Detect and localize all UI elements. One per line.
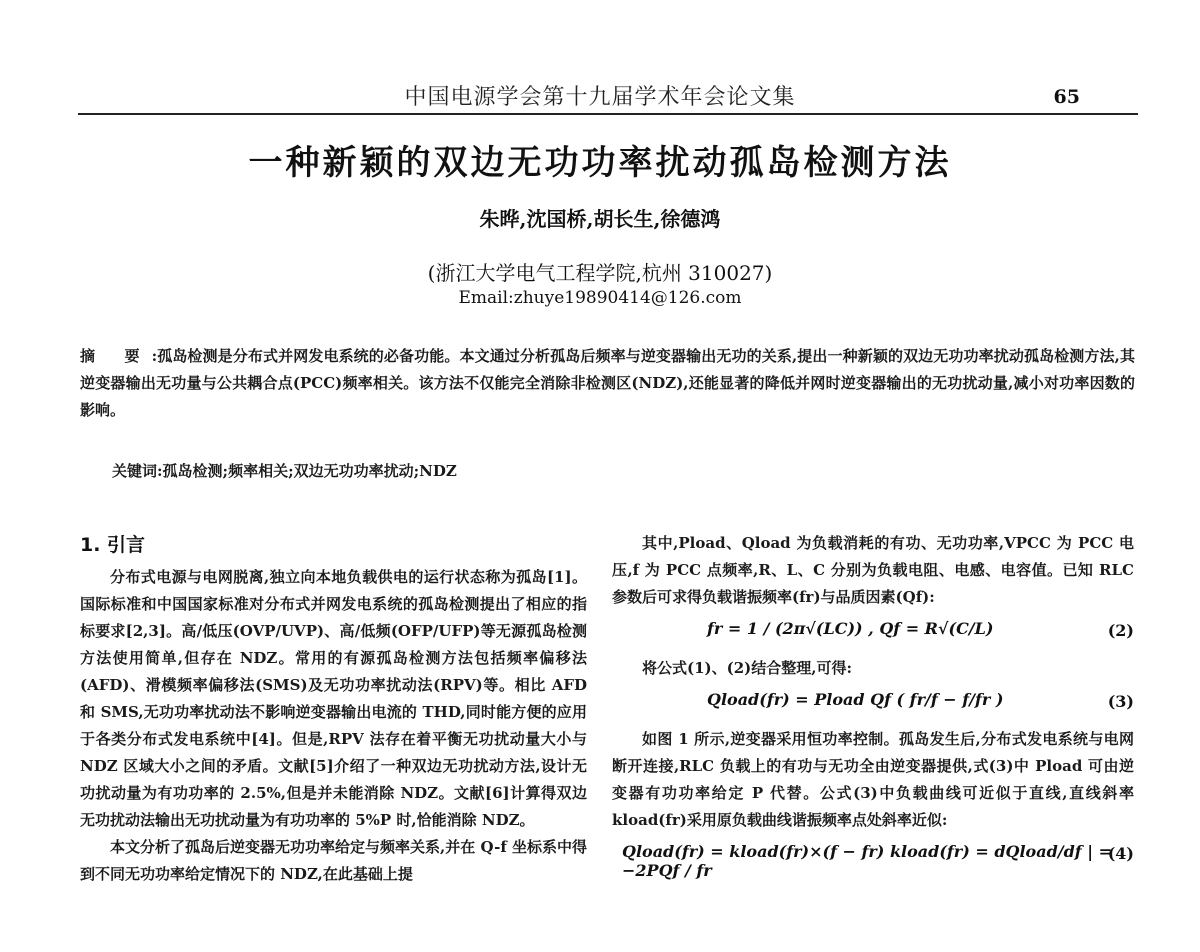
paper-email: Email:zhuye19890414@126.com bbox=[458, 288, 742, 308]
equation-2-body: fr = 1 / (2π√(LC)) , Qf = R√(C/L) bbox=[707, 619, 994, 638]
header-rule bbox=[78, 113, 1138, 115]
equation-4-number: (4) bbox=[1107, 844, 1134, 863]
equation-4 bbox=[612, 834, 1134, 878]
equation-3-body: Qload(fr) = Pload Qf ( fr/f − f/fr ) bbox=[707, 690, 1004, 709]
keywords-text: :孤岛检测;频率相关;双边无功功率扰动;NDZ bbox=[157, 462, 457, 480]
equation-4-body: Qload(fr) = kload(fr)×(f − fr) kload(fr) = dQload/df | = −2PQf / fr bbox=[622, 842, 1113, 880]
intro-paragraph-1: 分布式电源与电网脱离,独立向本地负载供电的运行状态称为孤岛[1]。国际标准和中国国家标准对分布式并网发电系统的孤岛检测提出了相应的指标要求[2,3]。高/低压(OVP/UVP)、高/低频(OFP/UFP)等无源孤岛检测方法使用简单,但存在 NDZ。常用的有源孤岛检测方法包括频率偏移法(AFD)、滑模频率偏移法(SMS)及无功功率扰动法(RPV)等。相比 AFD 和 SMS,无功功率扰动法不影响逆变器输出电流的 THD,同时能方便的应用于各类分布式发电系统中[4]。但是,RPV 法存在着平衡无功扰动量大小与 NDZ 区域大小之间的矛盾。文献[5]介绍了一种双边无功扰动方法,设计无功扰动量为有功功率的 2.5%,但是并未能消除 NDZ。文献[6]计算得双边无功扰动法输出无功扰动量为有功功率的 5%P 时,恰能消除 NDZ。 bbox=[80, 568, 587, 829]
right-paragraph-1: 其中,Pload、Qload 为负载消耗的有功、无功功率,VPCC 为 PCC 电压,f 为 PCC 点频率,R、L、C 分别为负载电阻、电感、电容值。已知 RLC 参数后可求得负载谐振频率(fr)与品质因素(Qf): bbox=[612, 534, 1134, 606]
page-number: 65 bbox=[1053, 86, 1080, 108]
equation-2-number: (2) bbox=[1107, 621, 1134, 640]
abstract-label: 摘 要 bbox=[80, 347, 152, 365]
journal-header-title: 中国电源学会第十九届学术年会论文集 bbox=[404, 85, 796, 110]
equation-2 bbox=[612, 611, 1134, 655]
keywords-label: 关键词 bbox=[112, 462, 158, 480]
left-column bbox=[80, 530, 587, 888]
equation-3 bbox=[612, 682, 1134, 726]
right-paragraph-2: 将公式(1)、(2)结合整理,可得: bbox=[642, 659, 853, 677]
paper-affiliation: (浙江大学电气工程学院,杭州 310027) bbox=[427, 261, 773, 285]
equation-3-number: (3) bbox=[1107, 692, 1134, 711]
paper-title: 一种新颖的双边无功功率扰动孤岛检测方法 bbox=[248, 143, 952, 183]
paper-authors: 朱晔,沈国桥,胡长生,徐德鸿 bbox=[479, 207, 721, 231]
abstract-text: :孤岛检测是分布式并网发电系统的必备功能。本文通过分析孤岛后频率与逆变器输出无功的关系,提出一种新颖的双边无功功率扰动孤岛检测方法,其逆变器输出无功量与公共耦合点(PCC)频率相关。该方法不仅能完全消除非检测区(NDZ),还能显著的降低并网时逆变器输出的无功扰动量,减小对功率因数的影响。 bbox=[80, 347, 1135, 419]
section-heading-introduction: 1. 引言 bbox=[80, 534, 146, 556]
keywords bbox=[112, 460, 457, 481]
abstract bbox=[80, 343, 1135, 424]
intro-paragraph-2: 本文分析了孤岛后逆变器无功功率给定与频率关系,并在 Q-f 坐标系中得到不同无功功率给定情况下的 NDZ,在此基础上提 bbox=[80, 838, 587, 883]
right-paragraph-3: 如图 1 所示,逆变器采用恒功率控制。孤岛发生后,分布式发电系统与电网断开连接,RLC 负载上的有功与无功全由逆变器提供,式(3)中 Pload 可由逆变器有功功率给定 P 代替。公式(3)中负载曲线可近似于直线,直线斜率 kload(fr)采用原负载曲线谐振频率点处斜率近似: bbox=[612, 730, 1134, 829]
right-column bbox=[612, 530, 1134, 878]
